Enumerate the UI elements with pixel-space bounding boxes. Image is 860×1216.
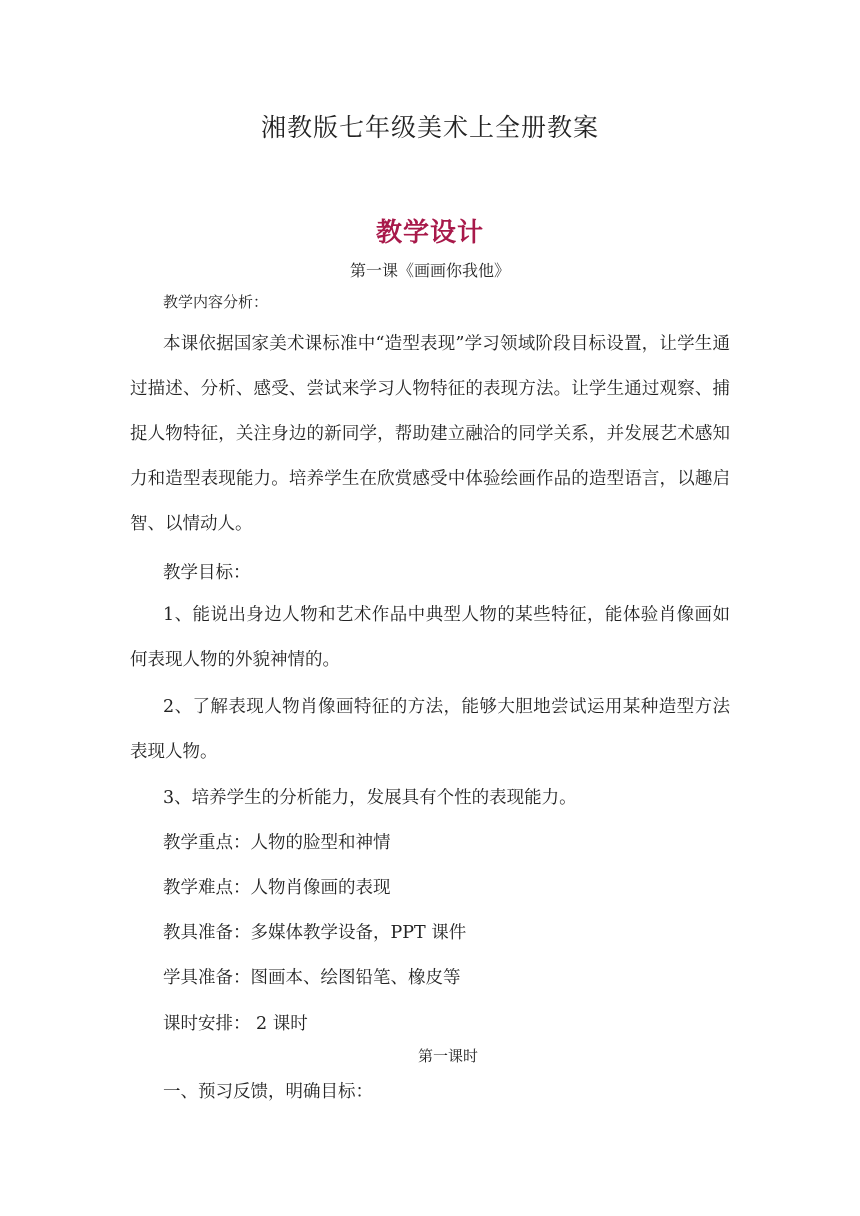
objective-1: 1、能说出身边人物和艺术作品中典型人物的某些特征，能体验肖像画如何表现人物的外貌神情的。 <box>130 605 730 670</box>
schedule: 课时安排： 2 课时 <box>163 1014 308 1034</box>
key-point: 教学重点：人物的脸型和神情 <box>163 833 391 853</box>
lesson-title: 第一课《画画你我他》 <box>349 261 510 280</box>
analysis-paragraph: 本课依据国家美术课标准中“造型表现”学习领域阶段目标设置，让学生通过描述、分析、感受、尝试来学习人物特征的表现方法。让学生通过观察、捕捉人物特征，关注身边的新同学，帮助建立融洽的同学关系，并发展艺术感知力和造型表现能力。培养学生在欣赏感受中体验绘画作品的造型语言，以趣启智、以情动人。 <box>130 334 730 534</box>
difficulty: 教学难点：人物肖像画的表现 <box>163 878 391 898</box>
student-tools: 学具准备：图画本、绘图铅笔、橡皮等 <box>163 968 461 988</box>
objectives-label: 教学目标： <box>163 563 251 583</box>
period-heading: 第一课时 <box>417 1047 478 1065</box>
step-1-heading: 一、预习反馈，明确目标： <box>163 1082 373 1102</box>
analysis-label: 教学内容分析： <box>163 293 269 311</box>
objective-3: 3、培养学生的分析能力，发展具有个性的表现能力。 <box>163 788 577 808</box>
objective-2: 2、了解表现人物肖像画特征的方法，能够大胆地尝试运用某种造型方法表现人物。 <box>130 697 730 762</box>
document-title: 湘教版七年级美术上全册教案 <box>260 113 599 142</box>
section-heading: 教学设计 <box>375 218 484 248</box>
teaching-tools: 教具准备：多媒体教学设备，PPT 课件 <box>163 923 467 943</box>
